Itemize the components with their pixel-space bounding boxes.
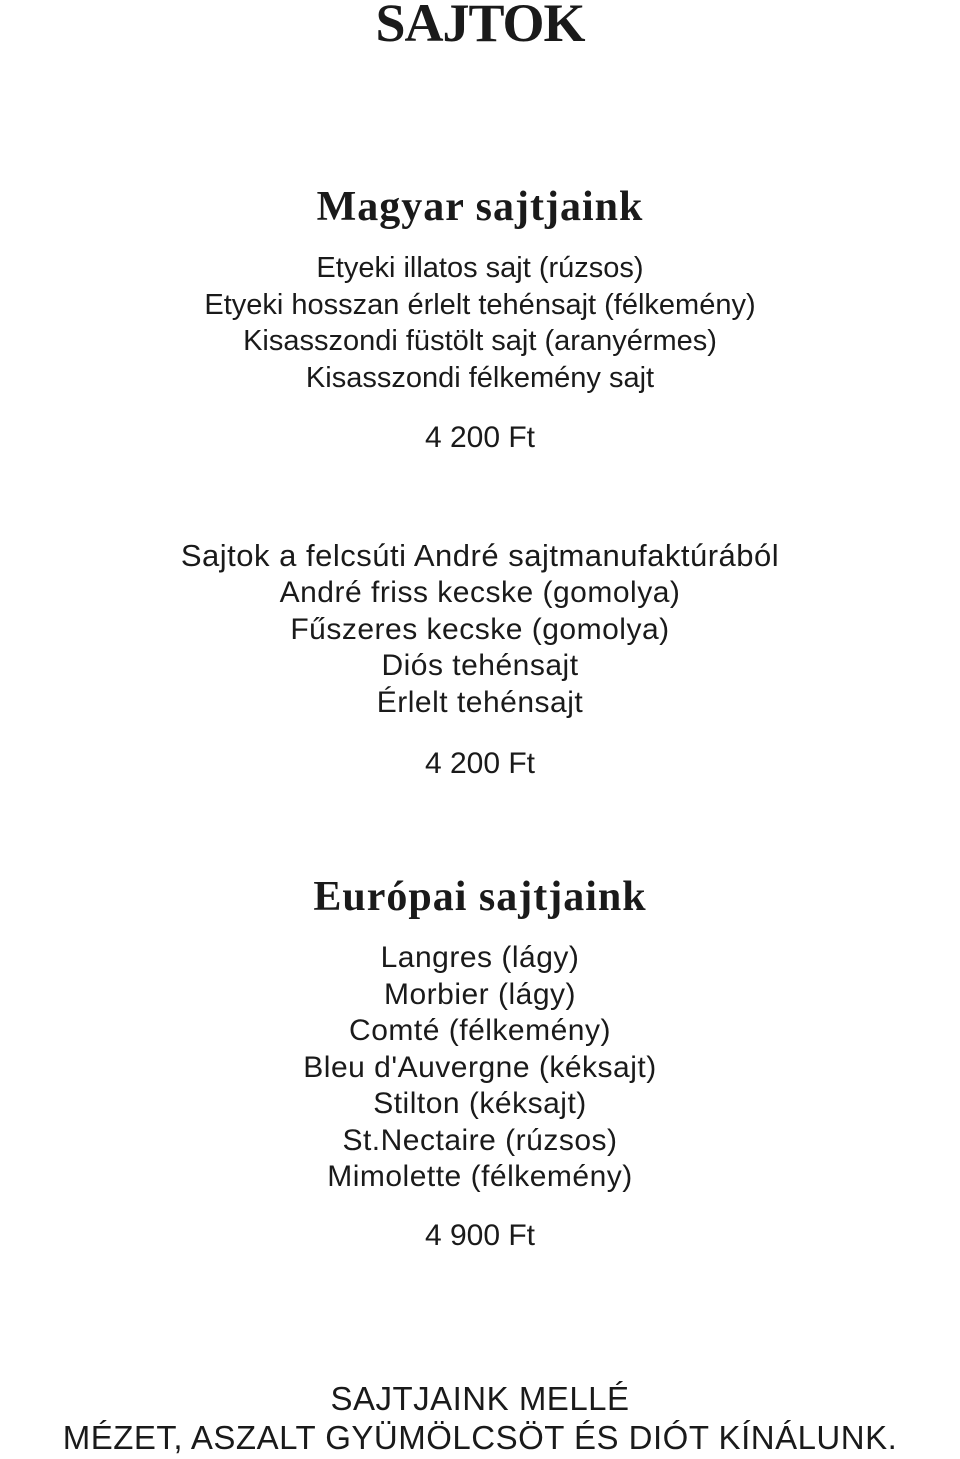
list-item: André friss kecske (gomolya) bbox=[279, 576, 681, 609]
price-european: 4 900 Ft bbox=[424, 1219, 536, 1252]
list-item: Kisasszondi füstölt sajt (aranyérmes) bbox=[243, 325, 717, 357]
list-item: Morbier (lágy) bbox=[383, 977, 577, 1011]
page-title: SAJTOK bbox=[375, 0, 585, 53]
cheese-list-european bbox=[0, 940, 960, 1196]
list-item: Stilton (kéksajt) bbox=[373, 1087, 587, 1120]
list-item: Érlelt tehénsajt bbox=[376, 685, 584, 719]
list-item: Comté (félkemény) bbox=[349, 1014, 611, 1047]
list-item: Etyeki illatos sajt (rúzsos) bbox=[316, 252, 644, 284]
list-item: Bleu d'Auvergne (kéksajt) bbox=[303, 1050, 657, 1084]
list-item: Langres (lágy) bbox=[380, 941, 580, 974]
price-andre: 4 200 Ft bbox=[424, 747, 536, 780]
list-item: St.Nectaire (rúzsos) bbox=[342, 1123, 618, 1157]
footer-line-2: MÉZET, ASZALT GYÜMÖLCSÖT ÉS DIÓT KÍNÁLUNK. bbox=[62, 1419, 898, 1456]
list-item: Diós tehénsajt bbox=[381, 649, 579, 682]
section-subheading-andre: Sajtok a felcsúti André sajtmanufaktúrából bbox=[180, 538, 780, 573]
section-heading-hungarian: Magyar sajtjaink bbox=[316, 184, 644, 230]
cheese-list-hungarian bbox=[0, 250, 960, 396]
list-item: Mimolette (félkemény) bbox=[327, 1160, 633, 1193]
list-item: Fűszeres kecske (gomolya) bbox=[290, 612, 670, 646]
cheese-list-andre bbox=[0, 575, 960, 721]
footer-line-1: SAJTJAINK MELLÉ bbox=[330, 1380, 630, 1417]
price-hungarian: 4 200 Ft bbox=[424, 421, 536, 454]
list-item: Kisasszondi félkemény sajt bbox=[305, 361, 655, 394]
list-item: Etyeki hosszan érlelt tehénsajt (félkemény) bbox=[204, 288, 756, 321]
section-heading-european: Európai sajtjaink bbox=[313, 874, 647, 920]
